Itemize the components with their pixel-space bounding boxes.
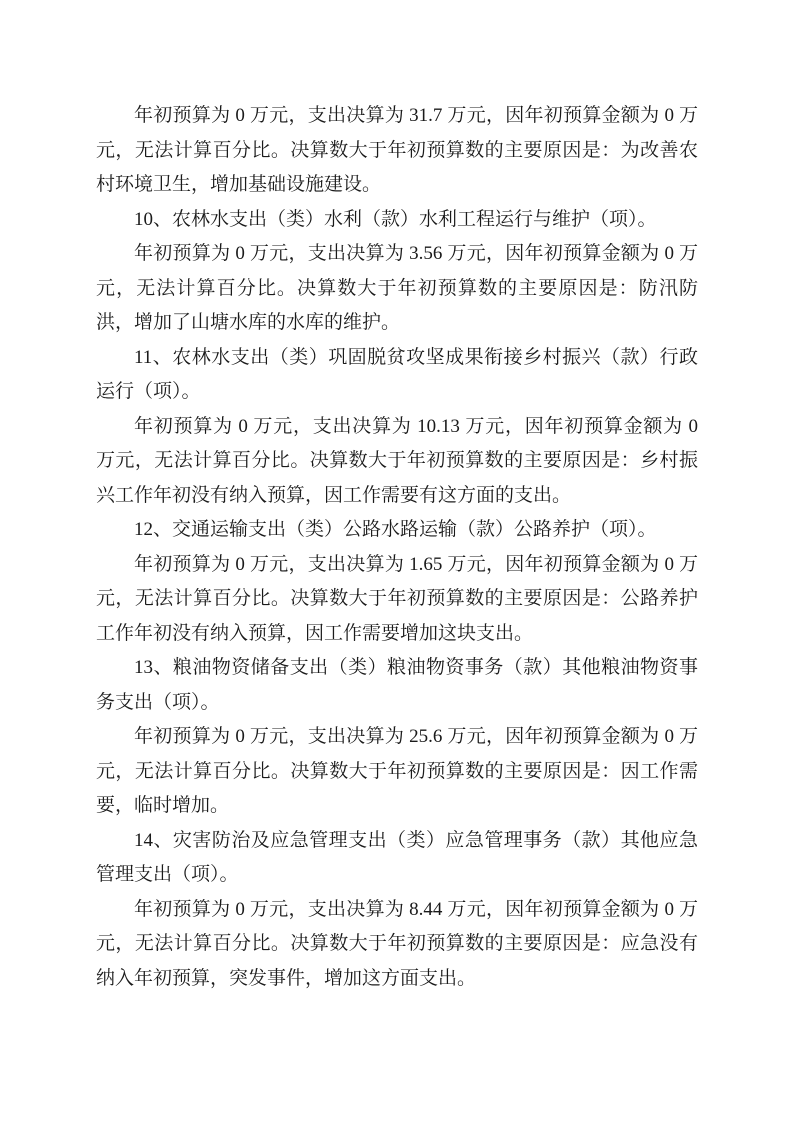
paragraph-item-10-explanation: 年初预算为 0 万元，支出决算为 3.56 万元，因年初预算金额为 0 万元，无法计算百分比。决算数大于年初预算数的主要原因是：防汛防洪，增加了山塘水库的水库的维护。 — [96, 243, 698, 333]
paragraph-item-14-title: 14、灾害防治及应急管理支出（类）应急管理事务（款）其他应急管理支出（项）。 — [96, 829, 698, 885]
paragraph-item-12-title: 12、交通运输支出（类）公路水路运输（款）公路养护（项）。 — [134, 519, 657, 540]
paragraph-item-12-explanation: 年初预算为 0 万元，支出决算为 1.65 万元，因年初预算金额为 0 万元，无法计算百分比。决算数大于年初预算数的主要原因是：公路养护工作年初没有纳入预算，因工作需要增加这块支出。 — [96, 553, 698, 644]
paragraph-item-9-explanation-continued: 年初预算为 0 万元，支出决算为 31.7 万元，因年初预算金额为 0 万元，无法计算百分比。决算数大于年初预算数的主要原因是：为改善农村环境卫生，增加基础设施建设。 — [96, 105, 698, 195]
paragraph-item-11-explanation: 年初预算为 0 万元，支出决算为 10.13 万元，因年初预算金额为 0 万元，无法计算百分比。决算数大于年初预算数的主要原因是：乡村振兴工作年初没有纳入预算，因工作需要有这方面的支出。 — [96, 415, 698, 506]
paragraph-item-11-title: 11、农林水支出（类）巩固脱贫攻坚成果衔接乡村振兴（款）行政运行（项）。 — [96, 346, 698, 402]
paragraph-item-14-explanation: 年初预算为 0 万元，支出决算为 8.44 万元，因年初预算金额为 0 万元，无法计算百分比。决算数大于年初预算数的主要原因是：应急没有纳入年初预算，突发事件，增加这方面支出。 — [96, 898, 698, 989]
paragraph-item-13-title: 13、粮油物资储备支出（类）粮油物资事务（款）其他粮油物资事务支出（项）。 — [96, 657, 698, 713]
paragraph-item-10-title: 10、农林水支出（类）水利（款）水利工程运行与维护（项）。 — [134, 208, 657, 230]
document-text-block — [96, 99, 698, 996]
paragraph-item-13-explanation: 年初预算为 0 万元，支出决算为 25.6 万元，因年初预算金额为 0 万元，无法计算百分比。决算数大于年初预算数的主要原因是：因工作需要，临时增加。 — [96, 726, 698, 816]
